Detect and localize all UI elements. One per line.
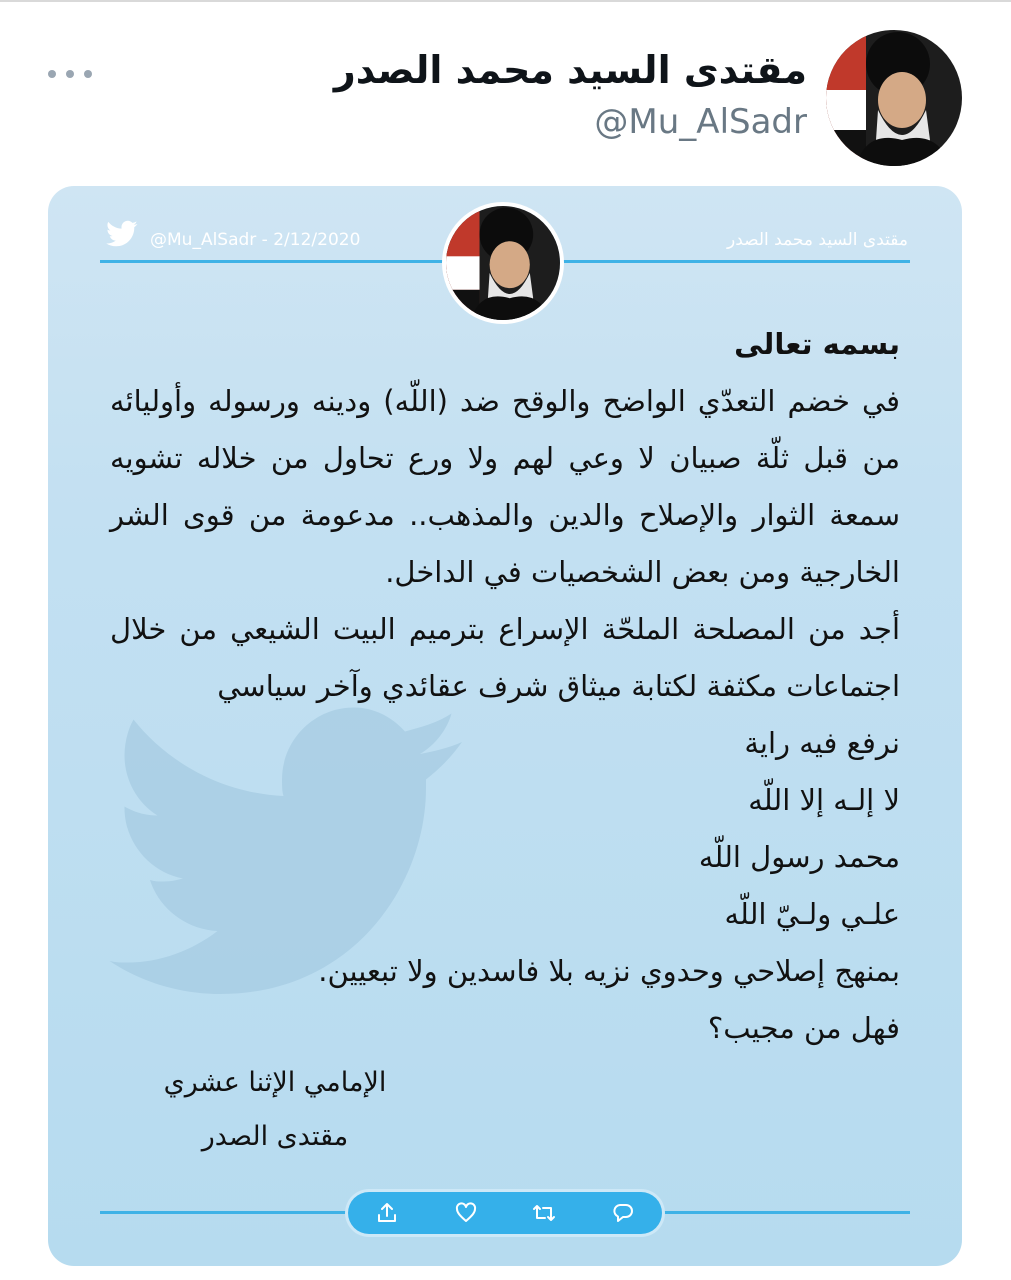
signature-title: الإمامي الإثنا عشري [163, 1067, 387, 1098]
like-button[interactable] [452, 1199, 480, 1227]
statement-line: فهل من مجيب؟ [707, 1011, 900, 1045]
retweet-icon [531, 1201, 557, 1225]
statement-line: في خضم التعدّي الواضح والوقح ضد (اللّه) ودينه ورسوله وأوليائه من قبل ثلّة صبيان لا وعي لهم ولا ورع تحاول من خلاله تشويه سمعة الثوار والإصلاح والدين والمذهب.. مدعومة من قوى الشر الخارجية ومن بعض الشخصيات في الداخل. [110, 384, 900, 589]
reply-icon [611, 1201, 635, 1225]
statement-line: أجد من المصلحة الملحّة الإسراع بترميم البيت الشيعي من خلال اجتماعات مكثفة لكتابة ميثاق شرف عقائدي وآخر سياسي [110, 612, 900, 703]
card-author-name: مقتدى السيد محمد الصدر [726, 230, 908, 250]
author-name[interactable]: مقتدى السيد محمد الصدر [333, 48, 807, 92]
more-dots-icon [84, 70, 92, 78]
card-avatar [446, 206, 560, 320]
share-icon [375, 1201, 399, 1225]
more-options-button[interactable] [48, 64, 92, 84]
avatar-image [826, 30, 962, 166]
statement-line: لا إلـه إلا اللّه [748, 783, 900, 817]
statement-line: علـي ولـيّ اللّه [724, 897, 900, 931]
signature-name: مقتدى الصدر [201, 1121, 349, 1152]
signature [140, 1056, 410, 1164]
statement-line: محمد رسول اللّه [698, 840, 900, 874]
more-dots-icon [48, 70, 56, 78]
retweet-button[interactable] [530, 1199, 558, 1227]
more-dots-icon [66, 70, 74, 78]
statement-body [110, 316, 900, 1057]
statement-title: بسمه تعالى [734, 327, 900, 361]
card-action-bar [348, 1192, 662, 1234]
share-button[interactable] [373, 1199, 401, 1227]
card-handle-date: @Mu_AlSadr - 2/12/2020 [150, 230, 361, 250]
top-divider [0, 0, 1011, 2]
author-handle[interactable]: @Mu_AlSadr [594, 102, 807, 142]
statement-line: نرفع فيه راية [744, 726, 900, 760]
statement-line: بمنهج إصلاحي وحدوي نزيه بلا فاسدين ولا تبعيين. [318, 954, 900, 988]
tweet-image-card[interactable] [48, 186, 962, 1266]
card-avatar-image [446, 206, 560, 320]
author-avatar[interactable] [826, 30, 962, 166]
reply-button[interactable] [609, 1199, 637, 1227]
heart-icon [454, 1201, 478, 1225]
twitter-bird-icon [106, 220, 138, 248]
